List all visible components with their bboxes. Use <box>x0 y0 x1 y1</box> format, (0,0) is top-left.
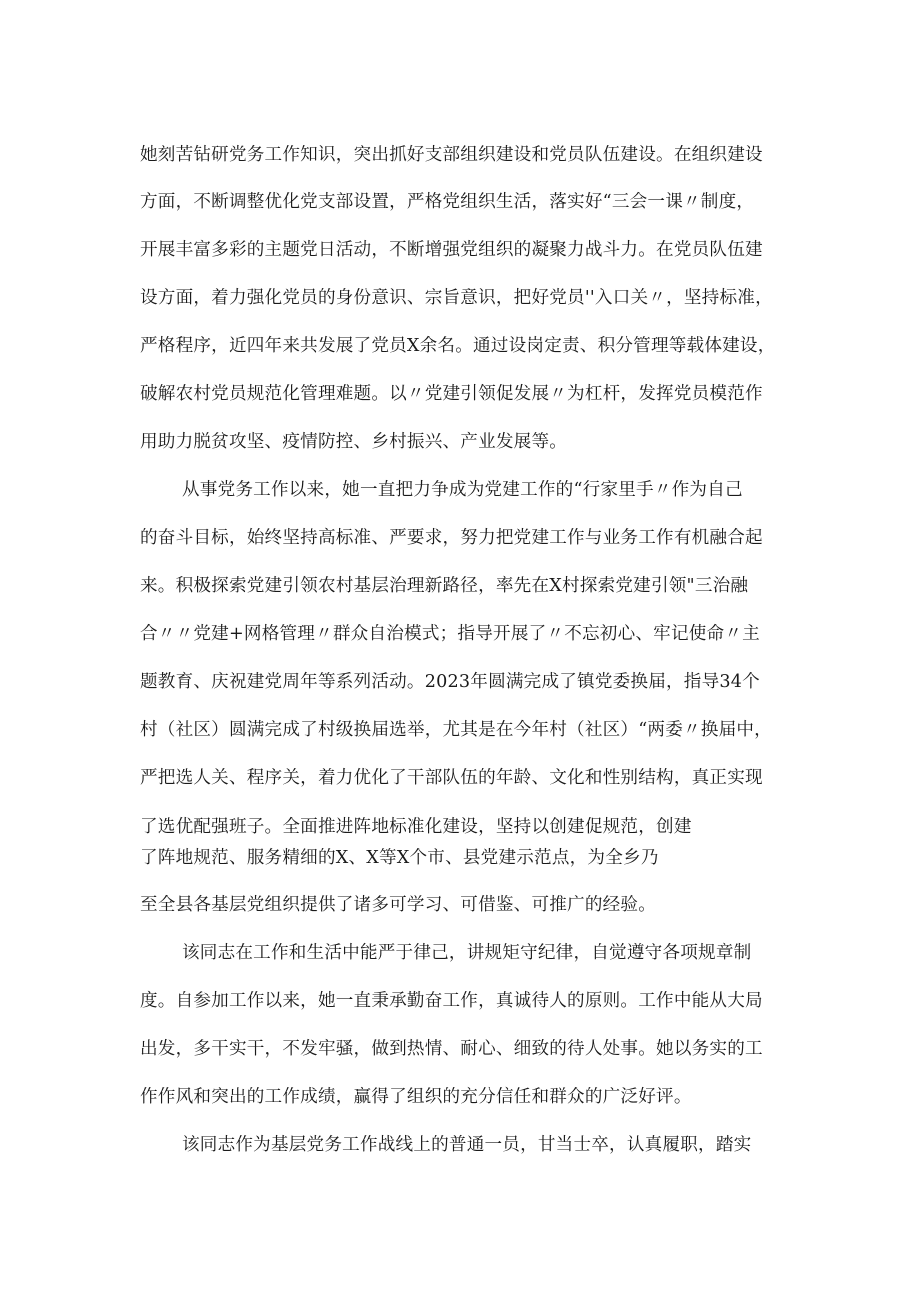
text-line: 设方面，着力强化党员的身份意识、宗旨意识，把好党员''入口关〃，坚持标准， <box>140 288 773 308</box>
text-line: 用助力脱贫攻坚、疫情防控、乡村振兴、产业发展等。 <box>140 432 568 452</box>
text-line: 了阵地规范、服务精细的X、X等X个市、县党建示范点，为全乡乃 <box>140 848 659 868</box>
text-line: 严把选人关、程序关，着力优化了干部队伍的年龄、文化和性别结构，真正实现 <box>140 768 763 788</box>
text-line: 作作风和突出的工作成绩，赢得了组织的充分信任和群众的广泛好评。 <box>140 1087 692 1107</box>
text-line: 的奋斗目标，始终坚持高标准、严要求，努力把党建工作与业务工作有机融合起 <box>140 528 763 548</box>
text-line: 破解农村党员规范化管理难题。以〃党建引领促发展〃为杠杆，发挥党员模范作 <box>140 384 763 404</box>
text-line: 了选优配强班子。全面推进阵地标准化建设，坚持以创建促规范，创建 <box>140 817 692 837</box>
text-line: 她刻苦钻研党务工作知识，突出抓好支部组织建设和党员队伍建设。在组织建设 <box>140 145 763 165</box>
text-line: 方面，不断调整优化党支部设置，严格党组织生活，落实好“三会一课〃制度， <box>140 192 755 212</box>
paragraph-start-line: 从事党务工作以来，她一直把力争成为党建工作的“行家里手〃作为自己 <box>182 480 743 500</box>
text-line: 合〃〃党建+网格管理〃群众自治模式；指导开展了〃不忘初心、牢记使命〃主 <box>140 624 760 644</box>
text-line: 开展丰富多彩的主题党日活动，不断增强党组织的凝聚力战斗力。在党员队伍建 <box>140 240 763 260</box>
paragraph-start-line: 该同志在工作和生活中能严于律己，讲规矩守纪律，自觉遵守各项规章制 <box>182 943 752 963</box>
text-line: 度。自参加工作以来，她一直秉承勤奋工作，真诚待人的原则。工作中能从大局 <box>140 991 763 1011</box>
paragraph-start-line: 该同志作为基层党务工作战线上的普通一员，甘当士卒，认真履职，踏实 <box>182 1135 752 1155</box>
text-line: 严格程序，近四年来共发展了党员X余名。通过设岗定责、积分管理等载体建设， <box>140 336 776 356</box>
text-line: 题教育、庆祝建党周年等系列活动。2023年圆满完成了镇党委换届，指导34个 <box>140 672 760 692</box>
text-line: 出发，多干实干，不发牢骚，做到热情、耐心、细致的待人处事。她以务实的工 <box>140 1039 763 1059</box>
text-line: 村（社区）圆满完成了村级换届选举，尤其是在今年村（社区）“两委〃换届中， <box>140 720 772 740</box>
text-line: 来。积极探索党建引领农村基层治理新路径，率先在X村探索党建引领"三治融 <box>140 576 749 596</box>
text-line: 至全县各基层党组织提供了诸多可学习、可借鉴、可推广的经验。 <box>140 895 657 915</box>
